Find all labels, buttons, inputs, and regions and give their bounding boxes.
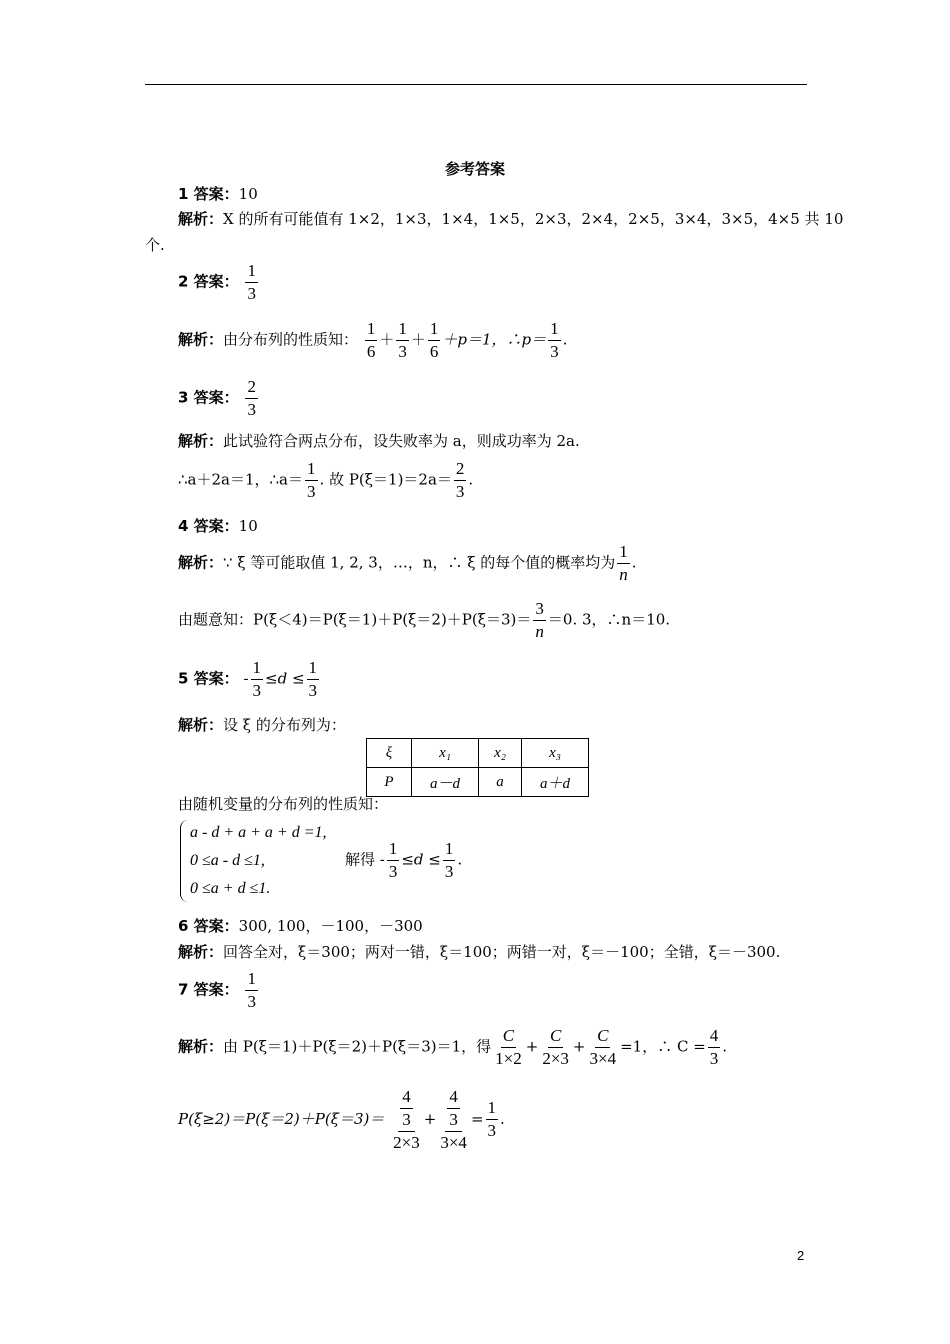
q2-frac-4: $\frac{1}{3}$ [550,319,559,361]
q2-analysis-text: 由分布列的性质知： [223,330,359,349]
plus-sign: + [572,1037,586,1056]
q3-analysis-text: 此试验符合两点分布，设失败率为 a，则成功率为 2a. [223,432,580,450]
table-cell: a [479,768,522,797]
q7-line1-end: . [722,1037,728,1056]
q2-label: 2 答案： [178,272,239,291]
q5-analysis-label: 解析： [178,716,224,734]
q7-c-frac-3: $\frac{C}{3\times 4}$ [589,1026,617,1068]
header-rule [145,84,807,85]
q5-solve-end: . [457,850,463,869]
q3-line2-end: . [468,470,474,489]
q3-label: 3 答案： [178,388,239,407]
q3-analysis-line [178,430,580,451]
q1-answer: 10 [238,185,258,203]
q6-answer-line [178,915,423,936]
q4-frac-2: $\frac{3}{n}$ [535,599,544,641]
q3-answer-line [178,378,260,419]
q5-property-text: 由随机变量的分布列的性质知： [178,795,389,813]
q5-solution [345,840,462,881]
system-eq-2: 0 ≤a - d ≤1, [190,852,265,869]
q4-answer-line [178,515,258,536]
system-brace [180,820,189,902]
q5-frac-2: $\frac{1}{3}$ [308,658,318,700]
q7-line1-a: 由 P(ξ＝1)＋P(ξ＝2)＋P(ξ＝3)＝1，得 [223,1037,492,1056]
q2-answer-line [178,262,260,303]
q6-analysis-line [178,941,780,962]
equals-sign: = [470,1109,484,1128]
q4-frac-1: $\frac{1}{n}$ [619,542,628,584]
q5-solve-frac-1: $\frac{1}{3}$ [388,839,398,881]
q2-end: . [562,330,568,349]
q2-frac-2: $\frac{1}{3}$ [398,319,407,361]
q1-answer-line [178,183,258,204]
table-cell: a－d [412,768,479,797]
q5-solve-frac-2: $\frac{1}{3}$ [444,839,454,881]
q3-line2-a: ∴a＋2a＝1，∴a＝ [178,470,304,489]
q2-answer-fraction: $\frac{1}{3}$ [247,261,256,303]
q3-analysis-line2 [178,460,473,501]
system-eq-1: a - d + a + a + d =1, [190,824,327,841]
q7-analysis-line [178,1027,727,1068]
q7-nested-frac-2: $\frac{\frac{4}{3}}{3\times 4}$ [440,1087,467,1152]
q4-line2-b: ＝0. 3，∴n＝10. [547,610,671,629]
q7-label: 7 答案： [178,980,239,999]
q7-r-frac-1: $\frac{4}{3}$ [709,1026,719,1068]
q3-line2-b: . 故 P(ξ＝1)＝2a＝ [319,470,452,489]
q1-analysis-text: X 的所有可能值有 1×2，1×3，1×4，1×5，2×3，2×4，2×5，3×4，3×5，4×5 共 10 [223,210,844,228]
q3-analysis-label: 解析： [178,432,224,450]
q3-frac-2: $\frac{2}{3}$ [455,459,465,501]
q5-solve-a: 解得 - [345,850,385,869]
table-cell: P [367,768,412,797]
q7-line2-a: P(ξ≥2)＝P(ξ＝2)＋P(ξ＝3)＝ [178,1109,385,1128]
q2-frac-3: $\frac{1}{6}$ [429,319,439,361]
q4-answer: 10 [238,517,258,535]
q7-c-frac-1: $\frac{C}{1\times 2}$ [495,1026,522,1068]
table-cell: x₃ [522,739,589,768]
q4-analysis-line2 [178,600,670,641]
table-cell: x₁ [412,739,479,768]
q4-analysis-line [178,543,637,584]
q5-solve-b: ≤d ≤ [401,850,441,869]
distribution-table [366,738,589,797]
q5-analysis-text: 设 ξ 的分布列为： [223,716,346,734]
q5-frac-1: $\frac{1}{3}$ [252,658,262,700]
q7-line1-b: =1，∴ C = [620,1037,706,1056]
q4-analysis-text: ∵ ξ 等可能取值 1, 2, 3，…，n，∴ ξ 的每个值的概率均为 [223,553,616,572]
q7-answer-line [178,970,260,1011]
q5-label: 5 答案： [178,669,239,688]
table-row [367,768,589,797]
q7-c-frac-2: $\frac{C}{2\times 3}$ [542,1026,569,1068]
q7-nested-frac-1: $\frac{\frac{4}{3}}{2\times 3}$ [393,1087,420,1152]
q3-frac-1: $\frac{1}{3}$ [307,459,316,501]
q1-analysis-line2: 个. [145,236,165,254]
q3-answer-fraction: $\frac{2}{3}$ [247,377,256,419]
q2-analysis-line: 解析：由分布列的性质知： $\frac{1}{6}$ ＋ $\frac{1}{3}$ ＋ $\frac{1}{6}$ ＋p＝1，∴p＝ $\frac{1}{3}$ . [178,319,568,361]
q4-line2-a: 由题意知：P(ξ＜4)＝P(ξ＝1)＋P(ξ＝2)＋P(ξ＝3)＝ [178,610,532,629]
q6-analysis-label: 解析： [178,943,224,961]
q6-label: 6 答案： [178,917,239,935]
table-cell: x₂ [479,739,522,768]
q7-r-frac-2: $\frac{1}{3}$ [487,1098,497,1141]
q2-mid: ＋p＝1，∴p＝ [442,330,547,349]
system-eq-3: 0 ≤a + d ≤1. [190,880,271,897]
q6-analysis-text: 回答全对，ξ＝300；两对一错，ξ＝100；两错一对，ξ＝－100；全错，ξ＝－300. [223,943,781,961]
q5-ans-ineq: ≤d ≤ [265,669,305,688]
table-cell: a＋d [522,768,589,797]
q1-label: 1 答案： [178,185,239,203]
q7-line2-end: . [500,1109,505,1128]
table-cell: ξ [367,739,412,768]
q7-analysis-line2 [178,1088,505,1152]
q5-answer-line [178,659,321,700]
q4-label: 4 答案： [178,517,239,535]
page-title: 参考答案 [444,160,505,178]
plus-sign: + [423,1109,437,1128]
plus-sign: + [525,1037,539,1056]
q5-analysis-line [178,714,346,735]
table-row [367,739,589,768]
q6-answer: 300, 100，－100，－300 [238,917,423,935]
q2-analysis-label: 解析： [178,330,224,349]
q2-frac-1: $\frac{1}{6}$ [366,319,376,361]
q4-analysis-label: 解析： [178,553,224,572]
q1-analysis-label: 解析： [178,210,224,228]
page-number: 2 [797,1248,805,1263]
q5-ans-minus: - [243,669,249,688]
q1-analysis-line [178,208,843,229]
q7-analysis-label: 解析： [178,1037,224,1056]
q4-line1-end: . [631,553,637,572]
q7-answer-fraction: $\frac{1}{3}$ [247,969,256,1011]
